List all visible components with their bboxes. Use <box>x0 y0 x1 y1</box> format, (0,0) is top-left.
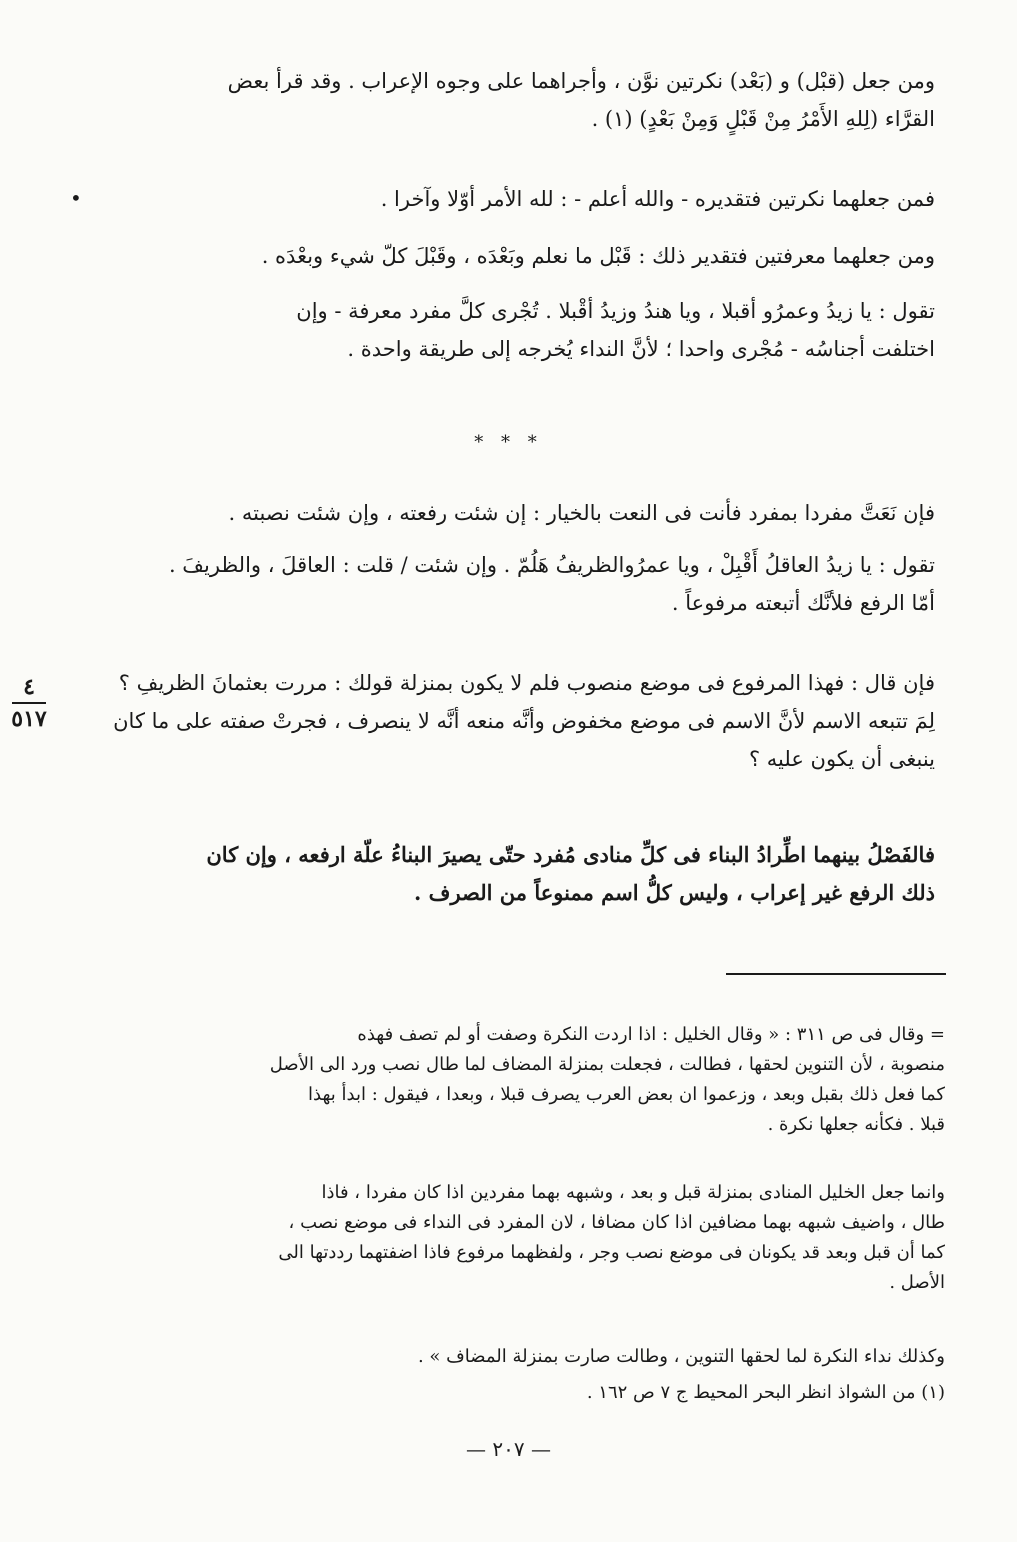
footnote-1 <box>80 1020 945 1140</box>
margin-reference-rule <box>12 702 46 704</box>
paragraph-1 <box>70 62 935 138</box>
text-line: ذلك الرفع غير إعراب ، وليس كلُّ اسم ممنوعاً من الصرف . <box>414 880 935 905</box>
footnote-line: قبلا . فكأنه جعلها نكرة . <box>767 1114 945 1135</box>
margin-reference-top: ٤ <box>23 674 35 700</box>
footnote-line: طال ، واضيف شبهه بهما مضافين اذا كان مضافا ، لان المفرد فى النداء فى موضع نصب ، <box>288 1212 945 1233</box>
margin-reference-bottom: ٥١٧ <box>11 706 47 732</box>
paragraph-8 <box>70 836 935 912</box>
footnote-line: (١) من الشواذ انظر البحر المحيط ج ٧ ص ١٦٢ . <box>586 1382 945 1403</box>
text-line: فإن نَعَتَّ مفردا بمفرد فأنت فى النعت بالخيار : إن شئت رفعته ، وإن شئت نصبته . <box>228 501 935 525</box>
section-separator: * * * <box>474 432 543 453</box>
footnote-line: وانما جعل الخليل المنادى بمنزلة قبل و بعد ، وشبهه بهما مفردين اذا كان مفردا ، فاذا <box>321 1182 945 1203</box>
text-line: تقول : يا زيدُ العاقلُ أَقْبِلْ ، ويا عمرُوالظريفُ هَلُمّ . وإن شئت / قلت : العاقلَ ، والظريفَ . <box>168 553 935 577</box>
footnote-line: وكذلك نداء النكرة لما لحقها التنوين ، وطالت صارت بمنزلة المضاف » . <box>417 1346 945 1367</box>
paragraph-2 <box>70 180 935 218</box>
paragraph-7 <box>70 664 935 778</box>
text-line: ومن جعل (قبْل) و (بَعْد) نكرتين نوَّن ، وأجراهما على وجوه الإعراب . وقد قرأ بعض <box>227 69 935 93</box>
footnote-separator <box>726 973 946 975</box>
footnote-line: = وقال فى ص ٣١١ : « وقال الخليل : اذا اردت النكرة وصفت أو لم تصف فهذه <box>357 1024 945 1045</box>
text-line: تقول : يا زيدُ وعمرُو أقبلا ، ويا هندُ وزيدُ أقْبلا . تُجْرى كلَّ مفرد معرفة - وإن <box>296 299 935 323</box>
margin-reference <box>8 672 50 734</box>
text-line: لِمَ تتبعه الاسم لأنَّ الاسم فى موضع مخفوض وأنَّه منعه أنَّه لا ينصرف ، فجرتْ صفته على ما كان <box>113 709 935 733</box>
text-line: فالفَصْلُ بينهما اطِّرادُ البناء فى كلِّ منادى مُفرد حتّى يصيرَ البناءُ علّة ارفعه ، وإن كان <box>206 842 935 867</box>
footnote-line: منصوبة ، لأن التنوين لحقها ، فطالت ، فجعلت بمنزلة المضاف لما طال نصب ورد الى الأصل <box>269 1054 945 1075</box>
footnote-2 <box>80 1178 945 1298</box>
text-line: اختلفت أجناسُه - مُجْرى واحدا ؛ لأنَّ النداء يُخرجه إلى طريقة واحدة . <box>347 337 935 361</box>
paragraph-6 <box>70 546 935 622</box>
paragraph-3 <box>70 237 935 275</box>
footnote-3 <box>80 1342 945 1372</box>
text-line: ينبغى أن يكون عليه ؟ <box>748 747 935 771</box>
footnote-line: كما أن قبل وبعد قد يكونان فى موضع نصب وجر ، ولفظهما مرفوع فاذا اضفتهما رددتها الى <box>278 1242 945 1263</box>
text-line: فإن قال : فهذا المرفوع فى موضع منصوب فلم لا يكون بمنزلة قولك : مررت بعثمانَ الظريفِ ؟ <box>118 671 935 695</box>
footnote-line: كما فعل ذلك بقبل وبعد ، وزعموا ان بعض العرب يصرف قبلا ، وبعدا ، فيقول : ابدأ بهذا <box>308 1084 945 1105</box>
text-line: ومن جعلهما معرفتين فتقدير ذلك : قَبْل ما نعلم وبَعْدَه ، وقَبْلَ كلّ شيء وبعْدَه . <box>261 244 935 268</box>
footnote-4 <box>80 1378 945 1408</box>
paragraph-5 <box>70 494 935 532</box>
text-line: القرَّاء (لِلهِ الأَمْرُ مِنْ قَبْلٍ وَمِنْ بَعْدٍ) (١) . <box>591 107 935 131</box>
footnote-line: الأصل . <box>889 1272 945 1293</box>
page-number: — ٢٠٧ — <box>466 1437 551 1461</box>
bullet-dot: • <box>70 186 82 210</box>
text-line: أمّا الرفع فلأنَّك أتبعته مرفوعاً . <box>671 591 935 615</box>
paragraph-4 <box>70 292 935 368</box>
text-line: فمن جعلهما نكرتين فتقديره - والله أعلم - : لله الأمر أوّلا وآخرا . <box>380 187 935 211</box>
